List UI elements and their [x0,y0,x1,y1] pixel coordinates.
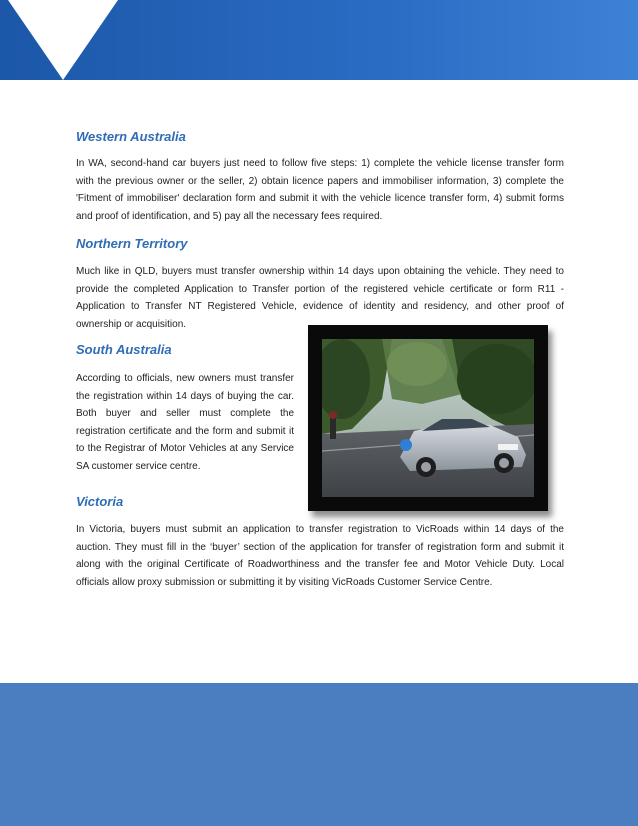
car-on-road-photo [322,339,534,497]
heading-victoria: Victoria [76,494,124,509]
paragraph-south-australia: According to officials, new owners must transfer the registration within 14 days of buying the car. Both buyer and seller must complete the registration certificate and the form and submit it to the Registrar of Motor Vehicles at any Service SA customer service centre. [76,373,294,472]
paragraph-northern-territory: Much like in QLD, buyers must transfer ownership within 14 days upon obtaining the vehicle. They need to provide the completed Application to Transfer portion of the registered vehicle certificate or form R11 - Application to Transfer NT Registered Vehicle, evidence of identity and residency, and other proof of ownership or acquisition. [76,266,564,330]
footer-band [0,683,638,826]
heading-western-australia: Western Australia [76,129,186,144]
heading-south-australia: South Australia [76,342,172,357]
paragraph-western-australia: In WA, second-hand car buyers just need to follow five steps: 1) complete the vehicle license transfer form with the previous owner or the seller, 2) obtain licence papers and immobiliser information, 3) complete the 'Fitment of immobiliser' declaration form and submit it with the vehicle licence transfer form, 4) submit forms and proof of identification, and 5) pay all the necessary fees required. [76,158,564,222]
banner-triangle-cutout [0,0,638,80]
car-photo-frame [308,325,548,511]
heading-northern-territory: Northern Territory [76,236,188,251]
paragraph-victoria: In Victoria, buyers must submit an application to transfer registration to VicRoads within 14 days of the auction. They must fill in the ‘buyer’ section of the application for transfer of registration form and submit it along with the original Certificate of Roadworthiness and the transfer fee and Motor Vehicle Duty. Local officials allow proxy submission or submitting it by visiting VicRoads Customer Service Centre. [76,524,564,588]
